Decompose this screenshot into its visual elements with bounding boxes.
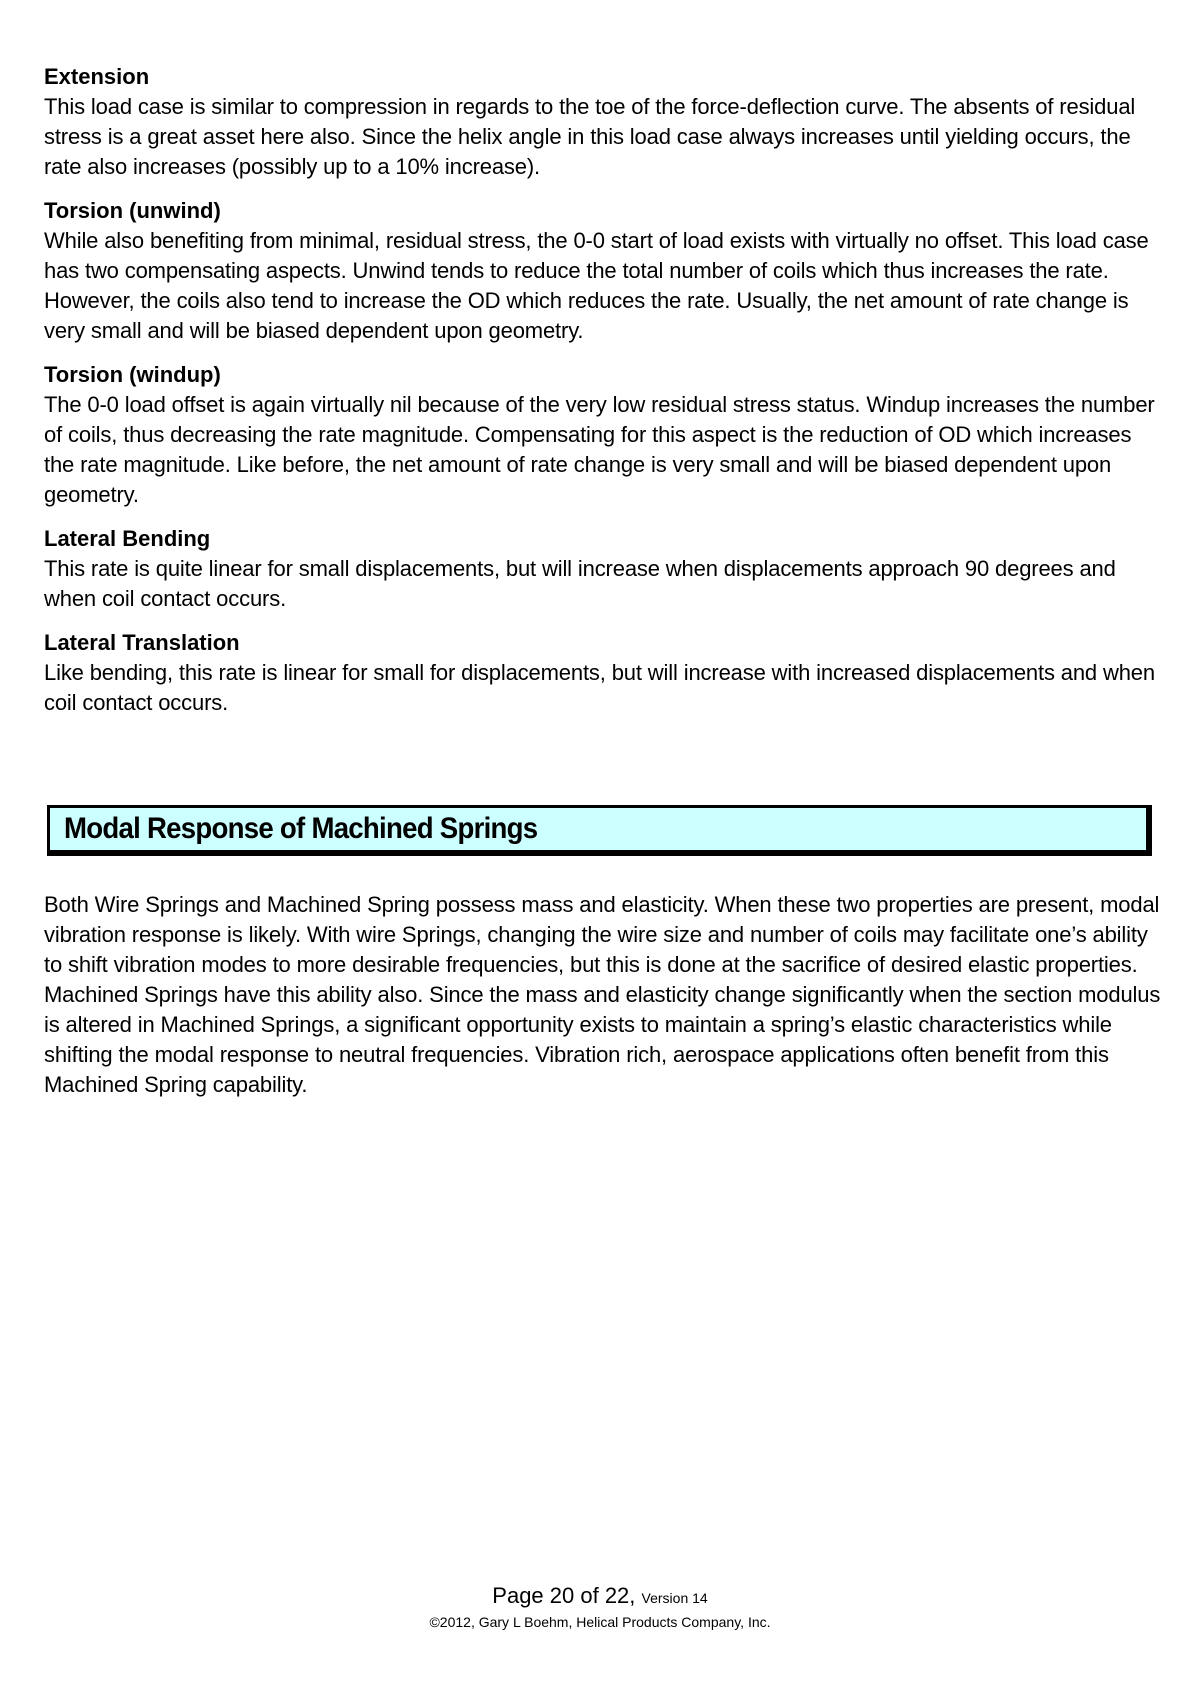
- section-torsion-windup: [44, 360, 1166, 510]
- page-number: Page 20 of 22,: [492, 1583, 636, 1608]
- section-torsion-unwind: [44, 196, 1166, 346]
- modal-response-title-box: [47, 805, 1152, 856]
- copyright-footer: ©2012, Gary L Boehm, Helical Products Company, Inc.: [429, 1614, 771, 1630]
- section-body: This rate is quite linear for small displacements, but will increase when displacements approach 90 degrees and when coil contact occurs.: [44, 556, 1116, 611]
- section-extension: [44, 62, 1166, 182]
- section-heading: Torsion (windup): [44, 362, 221, 387]
- section-heading: Extension: [44, 64, 150, 89]
- section-body: Like bending, this rate is linear for small for displacements, but will increase with increased displacements and when coil contact occurs.: [44, 660, 1155, 715]
- section-body: While also benefiting from minimal, residual stress, the 0-0 start of load exists with virtually no offset. This load case has two compensating aspects. Unwind tends to reduce the total number of coils which thus increases the rate. However, the coils also tend to increase the OD which reduces the rate. Usually, the net amount of rate change is very small and will be biased dependent upon geometry.: [44, 228, 1149, 343]
- page-number-footer: [0, 1583, 1200, 1609]
- version-label: Version 14: [641, 1590, 708, 1606]
- section-heading: Lateral Bending: [44, 526, 211, 551]
- modal-response-body: Both Wire Springs and Machined Spring possess mass and elasticity. When these two properties are present, modal vibration response is likely. With wire Springs, changing the wire size and number of coils may facilitate one’s ability to shift vibration modes to more desirable frequencies, but this is done at the sacrifice of desired elastic properties. Machined Springs have this ability also. Since the mass and elasticity change significantly when the section modulus is altered in Machined Springs, a significant opportunity exists to maintain a spring’s elastic characteristics while shifting the modal response to neutral frequencies. Vibration rich, aerospace applications often benefit from this Machined Spring capability.: [44, 892, 1161, 1097]
- section-lateral-translation: [44, 628, 1166, 718]
- section-heading: Torsion (unwind): [44, 198, 221, 223]
- section-body: The 0-0 load offset is again virtually nil because of the very low residual stress status. Windup increases the number of coils, thus decreasing the rate magnitude. Compensating for this aspect is the reduction of OD which increases the rate magnitude. Like before, the net amount of rate change is very small and will be biased dependent upon geometry.: [44, 392, 1155, 507]
- modal-response-title: Modal Response of Machined Springs: [64, 812, 538, 845]
- section-lateral-bending: [44, 524, 1166, 614]
- section-heading: Lateral Translation: [44, 630, 240, 655]
- document-page: [44, 62, 1166, 732]
- section-body: This load case is similar to compression in regards to the toe of the force-deflection curve. The absents of residual stress is a great asset here also. Since the helix angle in this load case always increases until yielding occurs, the rate also increases (possibly up to a 10% increase).: [44, 94, 1136, 179]
